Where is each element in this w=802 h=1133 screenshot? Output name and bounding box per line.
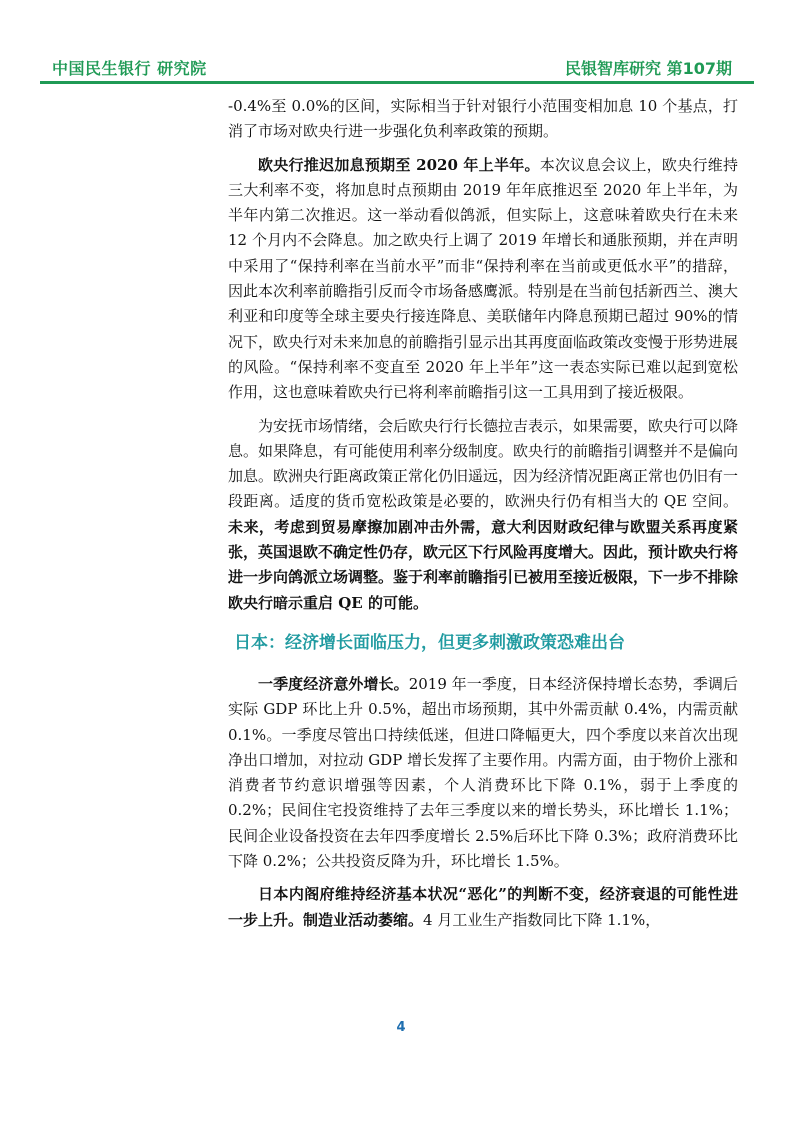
paragraph-text: 4 月工业生产指数同比下降 1.1%， [423,910,661,929]
paragraph-emphasis: 未来，考虑到贸易摩擦加剧冲击外需，意大利因财政纪律与欧盟关系再度紧张，英国退欧不确定性仍存，欧元区下行风险再度增大。因此，预计欧央行将进一步向鸽派立场调整。鉴于利率前瞻指引已被用至接近极限，下一步不排除欧央行暗示重启 QE 的可能。 [228,517,739,612]
paragraph [228,153,738,406]
document-body [228,94,738,941]
institution-name: 中国民生银行 研究院 [52,59,207,78]
paragraph [228,94,738,145]
paragraph-lead: 一季度经济意外增长。 [258,674,409,693]
header-divider [40,81,754,84]
paragraph-text: 2019 年一季度，日本经济保持增长态势，季调后实际 GDP 环比上升 0.5%，超出市场预期，其中外需贡献 0.4%，内需贡献 0.1%。一季度尽管出口持续低迷，但进口降幅更大，四个季度以来首次出现净出口增加，对拉动 GDP 增长发挥了主要作用。内需方面，由于物价上涨和消费者节约意识增强等因素，个人消费环比下降 0.1%，弱于上季度的 0.2%；民间住宅投资维持了去年三季度以来的增长势头，环比增长 1.1%；民间企业设备投资在去年四季度增长 2.5%后环比下降 0.3%；政府消费环比下降 0.2%；公共投资反降为升，环比增长 1.5%。 [228,674,738,871]
section-heading: 日本：经济增长面临压力，但更多刺激政策恐难出台 [234,632,625,653]
paragraph [228,672,738,874]
paragraph-text: -0.4%至 0.0%的区间，实际相当于针对银行小范围变相加息 10 个基点，打消了市场对欧央行进一步强化负利率政策的预期。 [228,97,738,141]
paragraph-text: 为安抚市场情绪，会后欧央行行长德拉吉表示，如果需要，欧央行可以降息。如果降息，有可能使用利率分级制度。欧央行的前瞻指引调整并不是偏向加息。欧洲央行距离政策正常化仍旧遥远，因为经济情况距离正常也仍旧有一段距离。适度的货币宽松政策是必要的，欧洲央行仍有相当大的 QE 空间。 [228,416,739,511]
page-header [0,0,802,86]
page-number: 4 [396,1020,406,1035]
publication-issue: 民银智库研究 第107期 [565,59,732,78]
paragraph [228,414,738,616]
paragraph-text: 本次议息会议上，欧央行维持三大利率不变，将加息时点预期由 2019 年年底推迟至 2020 年上半年，为半年内第二次推迟。这一举动看似鸽派，但实际上，这意味着欧央行在未来 12 个月内不会降息。加之欧央行上调了 2019 年增长和通胀预期，并在声明中采用了“保持利率在当前水平”而非“保持利率在当前或更低水平”的措辞，因此本次利率前瞻指引反而令市场备感鹰派。特别是在当前包括新西兰、澳大利亚和印度等全球主要央行接连降息、美联储年内降息预期已超过 90%的情况下，欧央行对未来加息的前瞻指引显示出其再度面临政策改变慢于形势进展的风险。“保持利率不变直至 2020 年上半年”这一表态实际已难以起到宽松作用，这也意味着欧央行已将利率前瞻指引这一工具用到了接近极限。 [228,155,739,402]
paragraph [228,882,738,933]
paragraph-lead: 日本内阁府维持经济基本状况“恶化”的判断不变，经济衰退的可能性进一步上升。制造业活动萎缩。 [228,885,738,929]
paragraph-lead: 欧央行推迟加息预期至 2020 年上半年。 [258,155,540,174]
